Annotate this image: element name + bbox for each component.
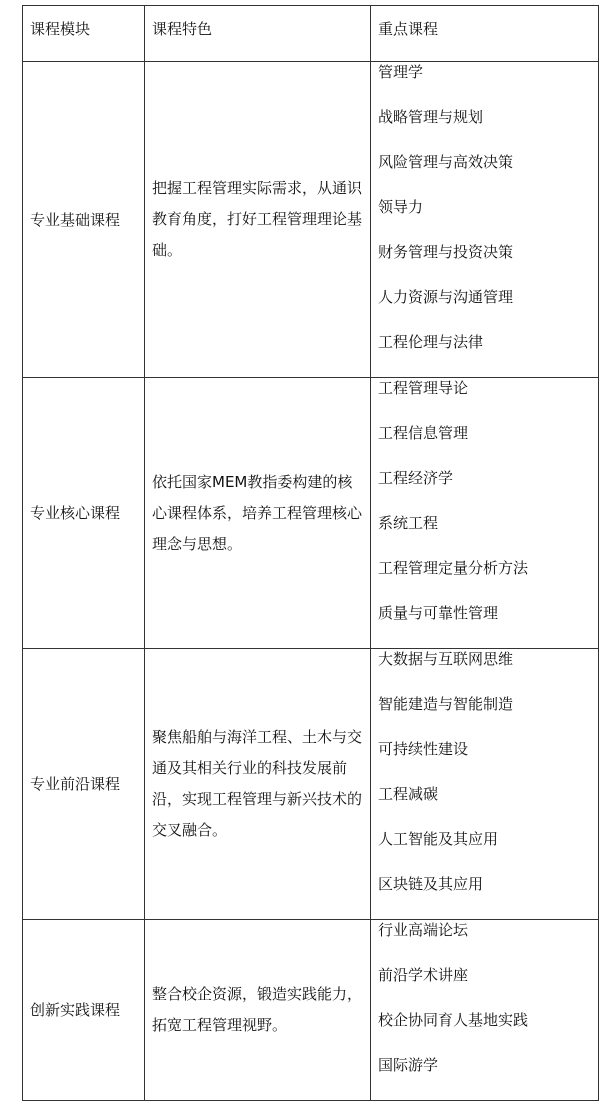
course-item: 大数据与互联网思维 <box>378 650 514 668</box>
header-cell-courses <box>371 6 599 62</box>
curriculum-table <box>22 5 599 1101</box>
course-item: 工程管理定量分析方法 <box>378 559 529 577</box>
feature-description: 把握工程管理实际需求，从通识教育角度，打好工程管理理论基础。 <box>152 179 363 259</box>
table-row <box>23 378 599 649</box>
header-label-feature: 课程特色 <box>152 20 213 38</box>
feature-cell <box>145 378 371 649</box>
table-header-row <box>23 6 599 62</box>
module-cell <box>23 378 145 649</box>
course-list <box>371 649 598 919</box>
course-item: 前沿学术讲座 <box>378 966 469 984</box>
course-item: 区块链及其应用 <box>378 875 484 893</box>
courses-cell <box>371 920 599 1101</box>
header-cell-feature <box>145 6 371 62</box>
module-cell <box>23 62 145 378</box>
header-cell-module <box>23 6 145 62</box>
courses-cell <box>371 378 599 649</box>
course-item: 系统工程 <box>378 514 439 532</box>
course-item: 可持续性建设 <box>378 740 469 758</box>
table-row <box>23 649 599 920</box>
course-item: 行业高端论坛 <box>378 921 469 939</box>
course-item: 质量与可靠性管理 <box>378 604 499 622</box>
feature-description: 依托国家MEM教指委构建的核心课程体系，培养工程管理核心理念与思想。 <box>152 472 363 553</box>
course-item: 战略管理与规划 <box>378 108 484 126</box>
header-label-module: 课程模块 <box>30 20 91 38</box>
module-name: 专业核心课程 <box>30 504 121 522</box>
course-item: 国际游学 <box>378 1056 439 1074</box>
table-row <box>23 62 599 378</box>
course-item: 人力资源与沟通管理 <box>378 288 514 306</box>
feature-cell <box>145 62 371 378</box>
course-item: 工程伦理与法律 <box>378 333 484 351</box>
table-row <box>23 920 599 1101</box>
module-name: 专业前沿课程 <box>30 775 121 793</box>
module-name: 专业基础课程 <box>30 210 121 229</box>
course-item: 工程管理导论 <box>378 379 469 397</box>
course-item: 风险管理与高效决策 <box>378 153 514 171</box>
course-item: 财务管理与投资决策 <box>378 243 514 261</box>
module-cell <box>23 649 145 920</box>
course-list <box>371 920 598 1100</box>
feature-description: 整合校企资源，锻造实践能力，拓宽工程管理视野。 <box>152 985 363 1034</box>
module-cell <box>23 920 145 1101</box>
course-item: 领导力 <box>378 198 424 216</box>
header-label-courses: 重点课程 <box>378 20 439 38</box>
course-item: 校企协同育人基地实践 <box>378 1011 529 1029</box>
course-item: 工程经济学 <box>378 469 454 487</box>
feature-description: 聚焦船舶与海洋工程、土木与交通及其相关行业的科技发展前沿，实现工程管理与新兴技术的交叉融合。 <box>152 728 363 839</box>
module-name: 创新实践课程 <box>30 1001 121 1019</box>
course-item: 工程信息管理 <box>378 424 469 442</box>
course-list <box>371 378 598 648</box>
feature-cell <box>145 649 371 920</box>
course-item: 管理学 <box>378 63 424 81</box>
course-item: 工程减碳 <box>378 785 439 803</box>
course-item: 智能建造与智能制造 <box>378 695 514 713</box>
courses-cell <box>371 62 599 378</box>
courses-cell <box>371 649 599 920</box>
course-item: 人工智能及其应用 <box>378 830 499 848</box>
course-list <box>371 62 598 377</box>
feature-cell <box>145 920 371 1101</box>
